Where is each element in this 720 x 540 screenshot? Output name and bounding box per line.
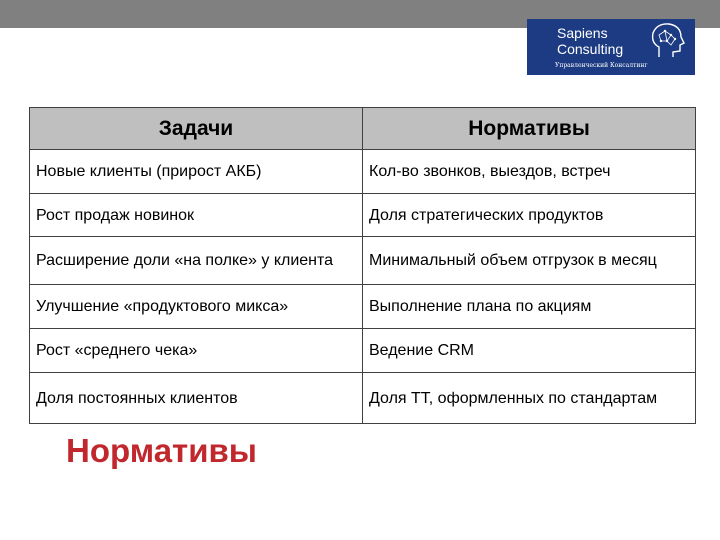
- norm-cell: Доля ТТ, оформленных по стандартам: [363, 373, 696, 424]
- table-row: [30, 150, 696, 194]
- task-cell: Доля постоянных клиентов: [30, 373, 363, 424]
- task-cell: Рост «среднего чека»: [30, 329, 363, 373]
- table-row: [30, 237, 696, 285]
- norm-cell: Выполнение плана по акциям: [363, 285, 696, 329]
- header-norms: Нормативы: [363, 108, 696, 150]
- logo-text-consulting: Consulting: [557, 41, 624, 57]
- sapiens-consulting-logo: [527, 19, 695, 75]
- task-cell: Расширение доли «на полке» у клиента: [30, 237, 363, 285]
- table-row: [30, 285, 696, 329]
- table-row: [30, 194, 696, 237]
- footer-title: Нормативы: [66, 432, 257, 469]
- logo-text-sapiens: Sapiens: [557, 25, 608, 41]
- head-profile-icon: [645, 21, 689, 61]
- logo-tagline: Управленческий Консалтинг: [555, 62, 648, 69]
- task-cell: Новые клиенты (прирост АКБ): [30, 150, 363, 194]
- task-cell: Рост продаж новинок: [30, 194, 363, 237]
- header-tasks: Задачи: [30, 108, 363, 150]
- table-header-row: [30, 108, 696, 150]
- norm-cell: Доля стратегических продуктов: [363, 194, 696, 237]
- table-row: [30, 329, 696, 373]
- tasks-norms-table: [29, 107, 696, 424]
- task-cell: Улучшение «продуктового микса»: [30, 285, 363, 329]
- table-row: [30, 373, 696, 424]
- norm-cell: Кол-во звонков, выездов, встреч: [363, 150, 696, 194]
- norm-cell: Минимальный объем отгрузок в месяц: [363, 237, 696, 285]
- norm-cell: Ведение CRM: [363, 329, 696, 373]
